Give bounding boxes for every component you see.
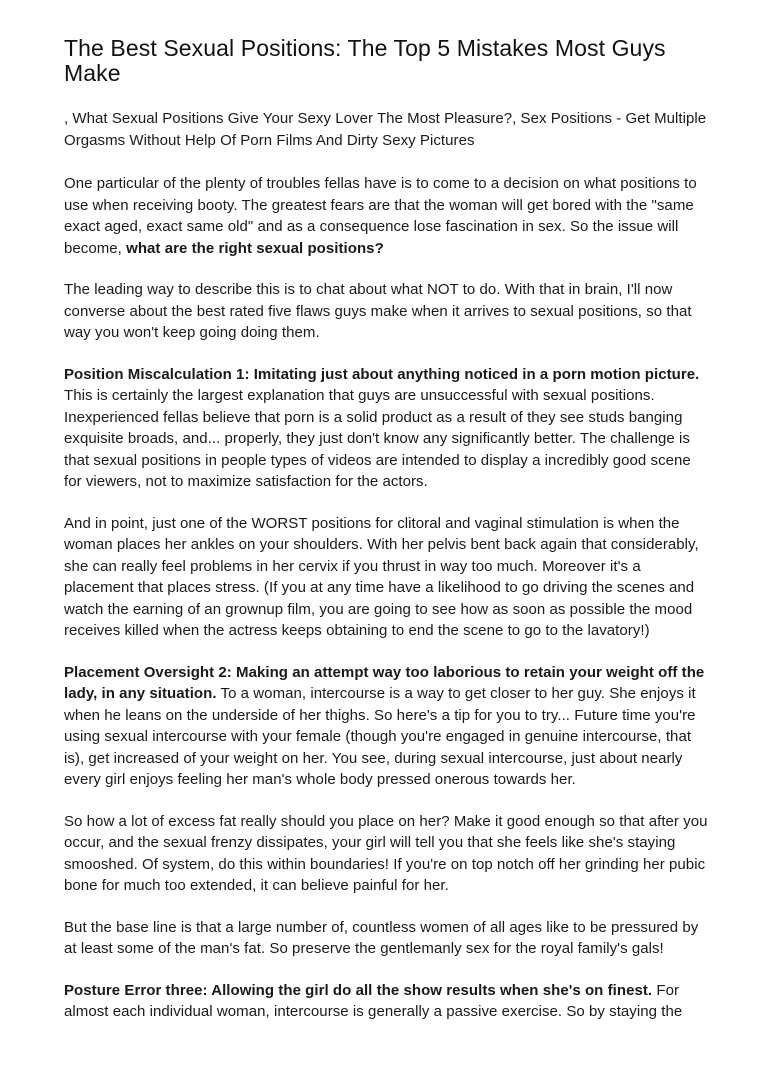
weight-paragraph: So how a lot of excess fat really should you place on her? Make it good enough so that after you occur, and the sexual frenzy dissipates, your girl will tell you that she feels like she's staying smooshed. Of system, do this within boundaries! If you're on top notch off her grinding her pubic bone for much too extended, it can believe painful for her.: [64, 812, 708, 894]
mistake-1-paragraph: [64, 364, 708, 493]
mistake-3-paragraph: [64, 980, 708, 1023]
mistake-2-paragraph: [64, 662, 708, 791]
worst-positions-paragraph: And in point, just one of the WORST positions for clitoral and vaginal stimulation is when the woman places her ankles on your shoulders. With her pelvis bent back again that considerably, she can really feel problems in her cervix if you thrust in way too much. Moreover it's a placement that places stress. (If you at any time have a likelihood to go driving the scenes and watch the earning of an grownup film, you are going to see how as soon as possible the mood receives killed when the actress keeps obtaining to end the scene to go to the lavatory!): [64, 514, 699, 639]
intro-paragraph: [64, 173, 708, 259]
base-line-paragraph: But the base line is that a large number of, countless women of all ages like to be pressured by at least some of the man's fat. So preserve the gentlemanly sex for the royal family's gals!: [64, 918, 699, 957]
mistake-1-heading: Position Miscalculation 1: Imitating just about anything noticed in a porn motion picture.: [64, 365, 700, 383]
intro-text: One particular of the plenty of troubles fellas have is to come to a decision on what positions to use when receiving booty. The greatest fears are that the woman will get bored with the "same exact aged, exact same old" and as a consequence lose fascination in sex. So the issue will become,: [64, 175, 697, 257]
page-title: The Best Sexual Positions: The Top 5 Mistakes Most Guys Make: [64, 35, 666, 86]
mistake-1-text: This is certainly the largest explanation that guys are unsuccessful with sexual positions. Inexperienced fellas believe that porn is a solid product as a result of they see studs banging exquisite broads, and... properly, they just don't know any significantly better. The challenge is that sexual positions in people types of videos are intended to display a incredibly good scene for viewers, not to maximize satisfaction for the actors.: [64, 387, 691, 490]
mistake-2-heading: Placement Oversight 2: Making an attempt way too laborious to retain your weight off the lady, in any situation.: [64, 663, 705, 702]
intro-bold-question: what are the right sexual positions?: [126, 239, 384, 257]
leading-way-paragraph: The leading way to describe this is to chat about what NOT to do. With that in brain, I'll now converse about the best rated five flaws guys make when it arrives to sexual positions, so that way you won't keep going doing them.: [64, 281, 692, 341]
mistake-2-text: To a woman, intercourse is a way to get closer to her guy. She enjoys it when he leans on the underside of her thighs. So here's a tip for you to try... Future time you're using sexual intercourse with your female (though you're engaged in genuine intercourse, that is), get increased of your weight on her. You see, during sexual intercourse, just about nearly every girl enjoys feeling her man's whole body pressed onerous towards her.: [64, 685, 696, 788]
subtitle-paragraph: , What Sexual Positions Give Your Sexy Lover The Most Pleasure?, Sex Positions - Get Multiple Orgasms Without Help Of Porn Films And Dirty Sexy Pictures: [64, 110, 707, 149]
mistake-3-text: For almost each individual woman, intercourse is generally a passive exercise. So by staying the: [64, 981, 683, 1020]
mistake-3-heading: Posture Error three: Allowing the girl do all the show results when she's on finest.: [64, 981, 653, 999]
